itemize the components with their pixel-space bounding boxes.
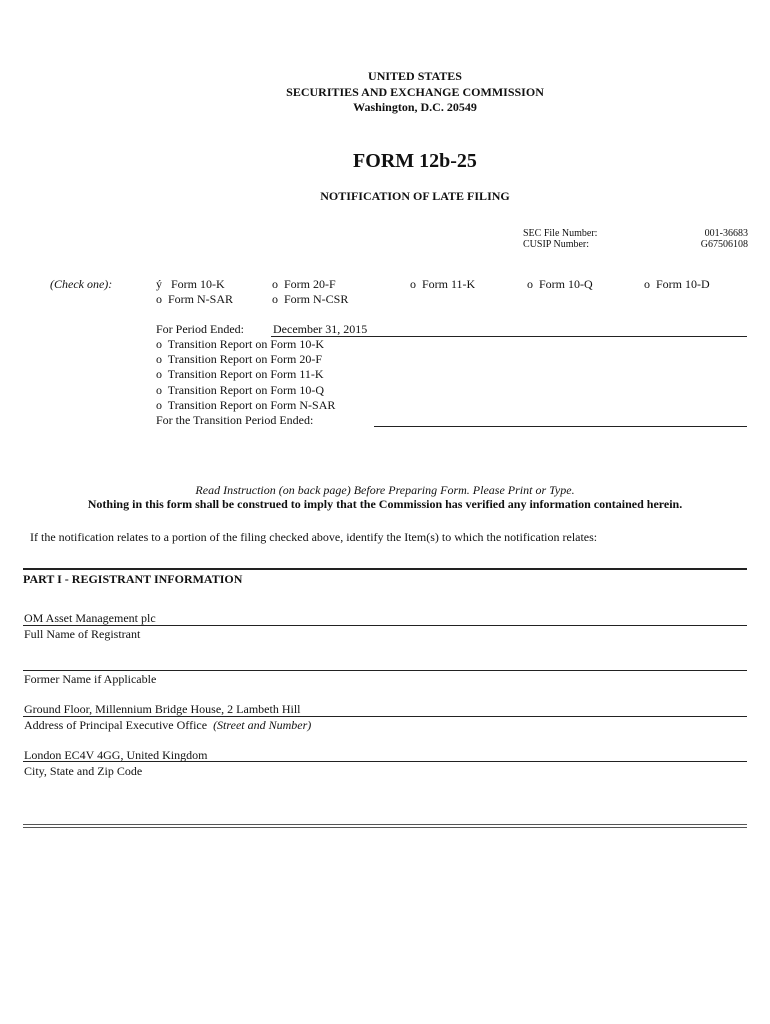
former-name-label: Former Name if Applicable <box>24 672 157 686</box>
transition-period-field[interactable] <box>374 426 747 427</box>
registrant-name-value[interactable]: OM Asset Management plc <box>24 611 156 625</box>
transition-nsar-label: Transition Report on Form N-SAR <box>167 398 336 412</box>
transition-20f-label: Transition Report on Form 20-F <box>167 352 323 366</box>
period-ended-value[interactable]: December 31, 2015 <box>273 322 368 336</box>
address-label-row <box>24 718 311 733</box>
part1-title: PART I - REGISTRANT INFORMATION <box>23 572 243 586</box>
form-subtitle: NOTIFICATION OF LATE FILING <box>320 189 510 203</box>
transition-11k[interactable] <box>156 367 324 382</box>
address-label: Address of Principal Executive Office <box>24 718 208 732</box>
registrant-name-label: Full Name of Registrant <box>24 627 141 641</box>
form-10q-option[interactable] <box>527 277 593 292</box>
part1-bottom-rule <box>23 824 747 825</box>
transition-10k-label: Transition Report on Form 10-K <box>167 337 325 351</box>
registrant-name-underline <box>23 625 747 626</box>
transition-11k-label: Transition Report on Form 11-K <box>167 367 324 381</box>
unchecked-box-icon[interactable]: o <box>156 367 162 381</box>
unchecked-box-icon[interactable]: o <box>410 277 416 291</box>
address-underline <box>23 716 747 717</box>
cusip-value: G67506108 <box>700 239 748 250</box>
form-11k-label: Form 11-K <box>422 277 476 291</box>
unchecked-box-icon[interactable]: o <box>272 277 278 291</box>
city-value[interactable]: London EC4V 4GG, United Kingdom <box>24 748 208 762</box>
unchecked-box-icon[interactable]: o <box>156 383 162 397</box>
header-us: UNITED STATES <box>368 69 462 83</box>
form-ncsr-label: Form N-CSR <box>284 292 349 306</box>
disclaimer-line: Nothing in this form shall be construed to imply that the Commission has verified any information contained herein. <box>87 497 683 511</box>
transition-period-label: For the Transition Period Ended: <box>156 413 314 427</box>
form-20f-label: Form 20-F <box>284 277 336 291</box>
unchecked-box-icon[interactable]: o <box>527 277 533 291</box>
transition-20f[interactable] <box>156 352 322 367</box>
portion-note: If the notification relates to a portion of the filing checked above, identify the Item(s) to which the notification relates: <box>30 530 598 544</box>
unchecked-box-icon[interactable]: o <box>156 337 162 351</box>
transition-10q-label: Transition Report on Form 10-Q <box>167 383 325 397</box>
unchecked-box-icon[interactable]: o <box>156 292 162 306</box>
transition-nsar[interactable] <box>156 398 335 413</box>
sec-file-value: 001-36683 <box>704 228 748 239</box>
form-20f-option[interactable] <box>272 277 336 292</box>
form-ncsr-option[interactable] <box>272 292 348 307</box>
form-10d-label: Form 10-D <box>656 277 710 291</box>
form-10k-option[interactable] <box>156 277 225 292</box>
city-label: City, State and Zip Code <box>24 764 143 778</box>
checked-box-icon[interactable]: ý <box>156 277 162 291</box>
city-underline <box>23 761 747 762</box>
part1-top-rule <box>23 568 747 570</box>
form-11k-option[interactable] <box>410 277 475 292</box>
form-10d-option[interactable] <box>644 277 710 292</box>
sec-file-label: SEC File Number: <box>523 228 598 239</box>
address-value[interactable]: Ground Floor, Millennium Bridge House, 2 Lambeth Hill <box>24 702 301 716</box>
unchecked-box-icon[interactable]: o <box>272 292 278 306</box>
form-nsar-option[interactable] <box>156 292 233 307</box>
unchecked-box-icon[interactable]: o <box>644 277 650 291</box>
unchecked-box-icon[interactable]: o <box>156 398 162 412</box>
form-title: FORM 12b-25 <box>353 150 477 172</box>
form-nsar-label: Form N-SAR <box>168 292 234 306</box>
form-10k-label: Form 10-K <box>171 277 225 291</box>
instructions-line: Read Instruction (on back page) Before Preparing Form. Please Print or Type. <box>195 483 575 497</box>
transition-10k[interactable] <box>156 337 324 352</box>
address-hint: (Street and Number) <box>213 718 312 732</box>
former-name-field[interactable] <box>23 670 747 671</box>
period-ended-label: For Period Ended: <box>156 322 244 336</box>
period-ended-underline <box>271 336 747 337</box>
transition-10q[interactable] <box>156 383 324 398</box>
cusip-label: CUSIP Number: <box>523 239 590 250</box>
unchecked-box-icon[interactable]: o <box>156 352 162 366</box>
part1-bottom-rule-double <box>23 827 747 828</box>
header-address: Washington, D.C. 20549 <box>353 100 477 114</box>
header-sec: SECURITIES AND EXCHANGE COMMISSION <box>286 85 544 99</box>
check-one-label: (Check one): <box>50 277 113 291</box>
form-10q-label: Form 10-Q <box>539 277 593 291</box>
